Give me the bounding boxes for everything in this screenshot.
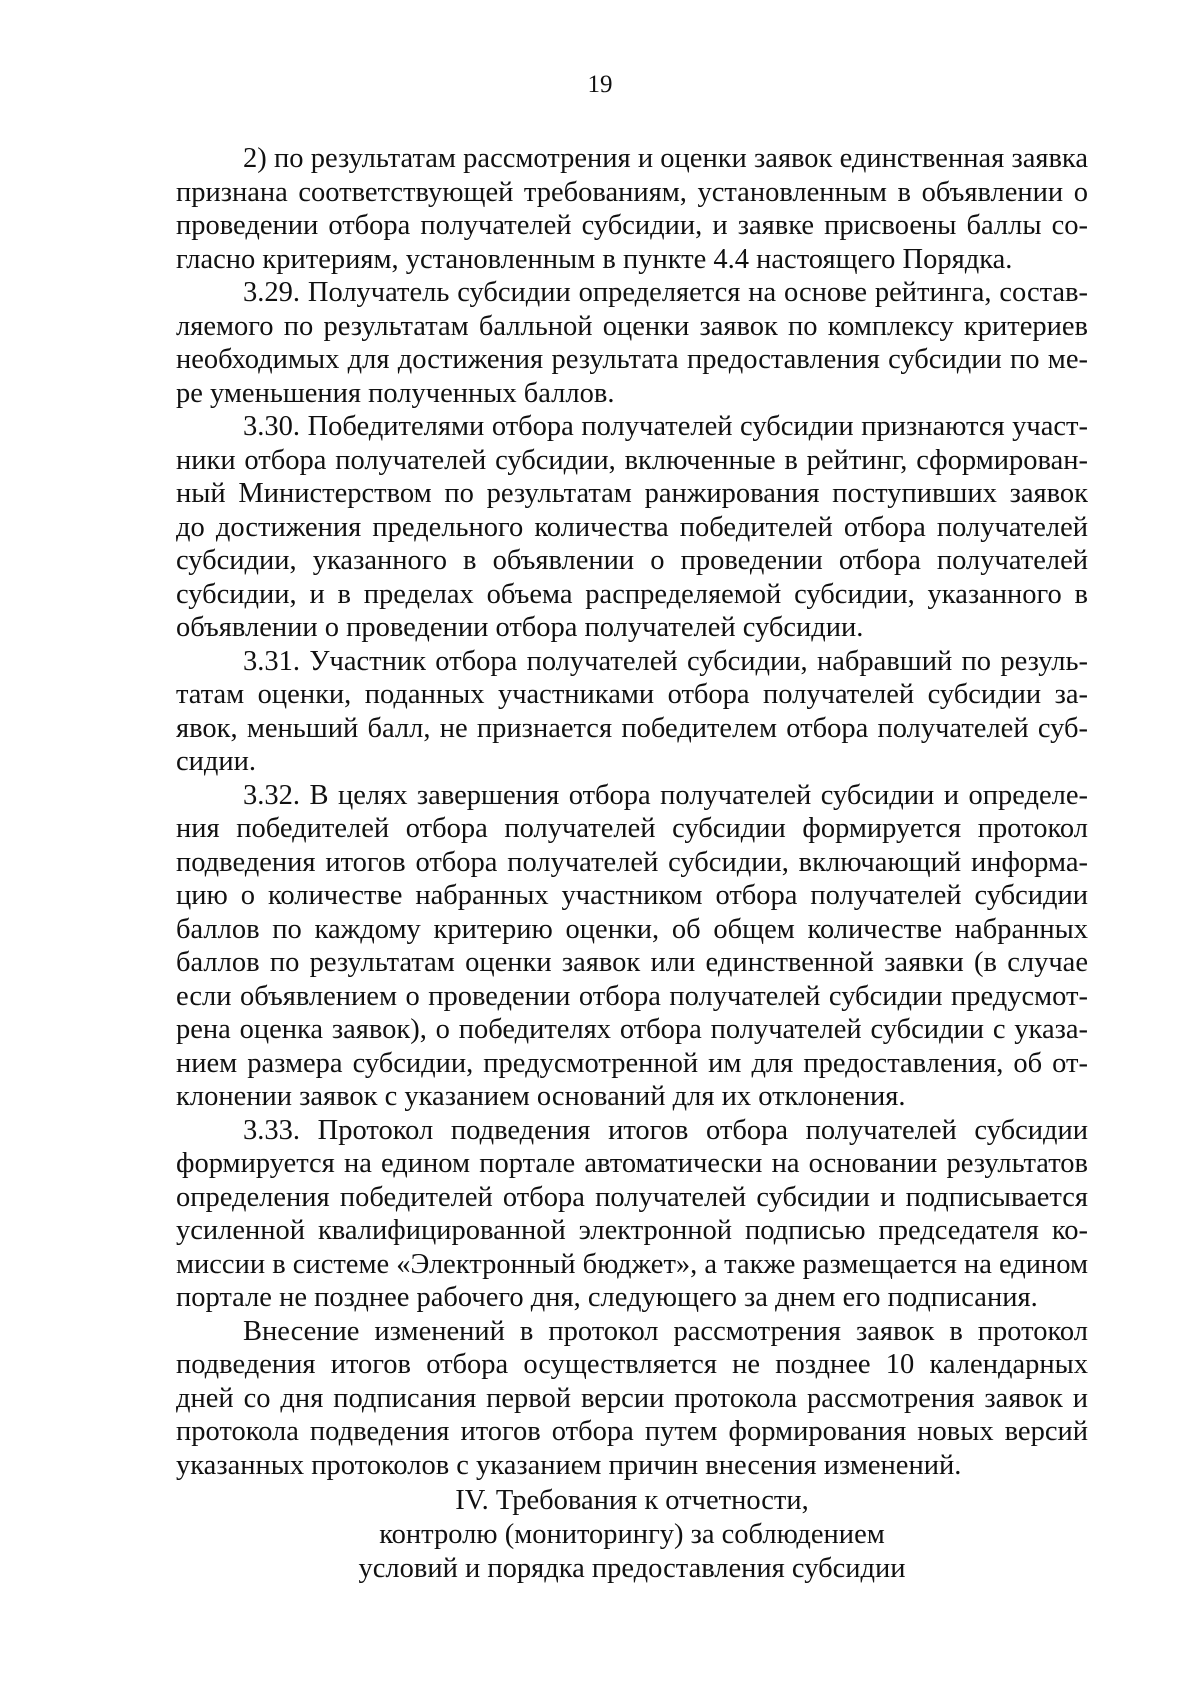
- section-heading-line-3: условий и порядка предоставления субсидии: [358, 1553, 906, 1584]
- paragraph-item-2: 2) по результатам рассмотрения и оценки заявок единственная заявка признана соответствующей требованиям, установленным в объявлении о проведении отбора получателей субсидии, и заявке присвоены баллы согласно критериям, установленным в пункте 4.4 настоящего Порядка.: [176, 143, 1088, 275]
- paragraph-3-31: 3.31. Участник отбора получателей субсидии, набравший по результатам оценки, поданных участниками отбора получателей субсидии заявок, меньший балл, не признается победителем отбора получателей субсидии.: [176, 645, 1088, 777]
- paragraph-3-32: 3.32. В целях завершения отбора получателей субсидии и определения победителей отбора получателей субсидии формируется протокол подведения итогов отбора получателей субсидии, включающий информацию о количестве набранных участником отбора получателей субсидии баллов по каждому критерию оценки, об общем количестве набранных баллов по результатам оценки заявок или единственной заявки (в случае если объявлением о проведении отбора получателей субсидии предусмотрена оценка заявок), о победителях отбора получателей субсидии с указанием размера субсидии, предусмотренной им для предоставления, об отклонении заявок с указанием оснований для их отклонения.: [176, 779, 1088, 1112]
- section-heading: [176, 1484, 1088, 1586]
- paragraph-amendments: Внесение изменений в протокол рассмотрения заявок в протокол подведения итогов отбора осуществляется не позднее 10 календарных дней со дня подписания первой версии протокола рассмотрения заявок и протокола подведения итогов отбора путем формирования новых версий указанных протоколов с указанием причин внесения изменений.: [176, 1315, 1088, 1481]
- paragraph-3-30: 3.30. Победителями отбора получателей субсидии признаются участники отбора получателей субсидии, включенные в рейтинг, сформированный Министерством по результатам ранжирования поступивших заявок до достижения предельного количества победителей отбора получателей субсидии, указанного в объявлении о проведении отбора получателей субсидии, и в пределах объема распределяемой субсидии, указанного в объявлении о проведении отбора получателей субсидии.: [176, 411, 1088, 643]
- section-heading-line-2: контролю (мониторингу) за соблюдением: [379, 1519, 885, 1550]
- paragraph-3-33: 3.33. Протокол подведения итогов отбора получателей субсидии формируется на едином портале автоматически на основании результатов определения победителей отбора получателей субсидии и подписывается усиленной квалифицированной электронной подписью председателя комиссии в системе «Электронный бюджет», а также размещается на едином портале не позднее рабочего дня, следующего за днем его подписания.: [176, 1114, 1088, 1313]
- page-number: 19: [587, 71, 613, 98]
- paragraph-3-29: 3.29. Получатель субсидии определяется на основе рейтинга, составляемого по результатам балльной оценки заявок по комплексу критериев необходимых для достижения результата предоставления субсидии по мере уменьшения полученных баллов.: [176, 277, 1088, 409]
- section-heading-line-1: IV. Требования к отчетности,: [455, 1485, 809, 1516]
- document-body: [176, 142, 1088, 1482]
